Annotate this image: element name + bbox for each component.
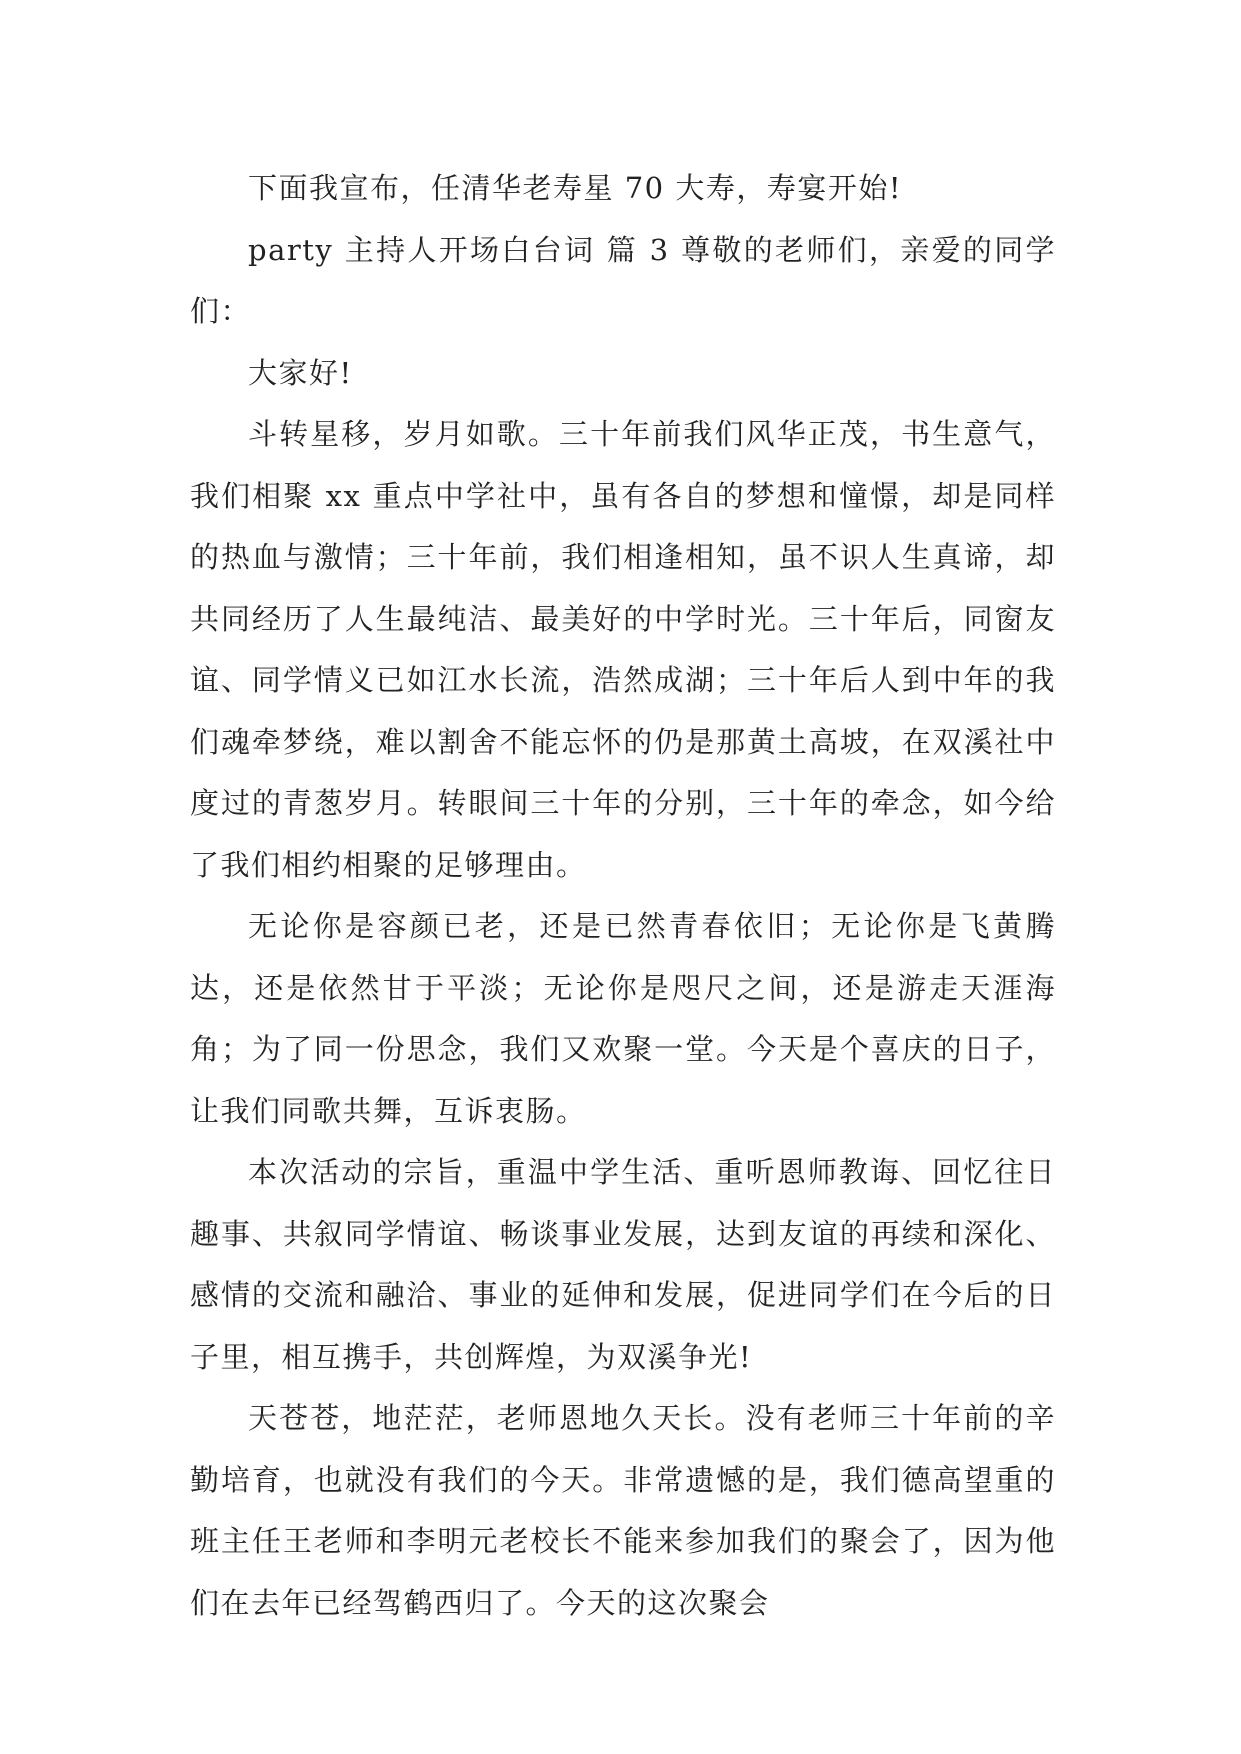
paragraph-hello-everyone: 大家好! [248,355,353,390]
paragraph-teachers-tribute: 天苍苍，地茫茫，老师恩地久天长。没有老师三十年前的辛勤培育，也就没有我们的今天。非常遗憾的是，我们德高望重的班主任王老师和李明元老校长不能来参加我们的聚会了，因为他们在去年已经驾鹤西归了。今天的这次聚会 [190,1401,1056,1620]
paragraph-party-opening-greeting: party 主持人开场白台词 篇 3 尊敬的老师们，亲爱的同学们： [190,232,1056,328]
paragraph-birthday-announcement: 下面我宣布，任清华老寿星 70 大寿，寿宴开始! [248,171,902,205]
paragraph-event-purpose: 本次活动的宗旨，重温中学生活、重听恩师教诲、回忆往日趣事、共叙同学情谊、畅谈事业发展，达到友谊的再续和深化、感情的交流和融洽、事业的延伸和发展，促进同学们在今后的日子里，相互携手，共创辉煌，为双溪争光! [190,1155,1056,1374]
document-body [190,158,1056,1634]
paragraph-thirty-years: 斗转星移，岁月如歌。三十年前我们风华正茂，书生意气，我们相聚 xx 重点中学社中，虽有各自的梦想和憧憬，却是同样的热血与激情；三十年前，我们相逢相知，虽不识人生真谛，却共同经历了人生最纯洁、最美好的中学时光。三十年后，同窗友谊、同学情义已如江水长流，浩然成湖；三十年后人到中年的我们魂牵梦绕，难以割舍不能忘怀的仍是那黄土高坡，在双溪社中度过的青葱岁月。转眼间三十年的分别，三十年的牵念，如今给了我们相约相聚的足够理由。 [190,417,1056,882]
paragraph-reunion: 无论你是容颜已老，还是已然青春依旧；无论你是飞黄腾达，还是依然甘于平淡；无论你是咫尺之间，还是游走天涯海角；为了同一份思念，我们又欢聚一堂。今天是个喜庆的日子，让我们同歌共舞，互诉衷肠。 [190,909,1056,1128]
